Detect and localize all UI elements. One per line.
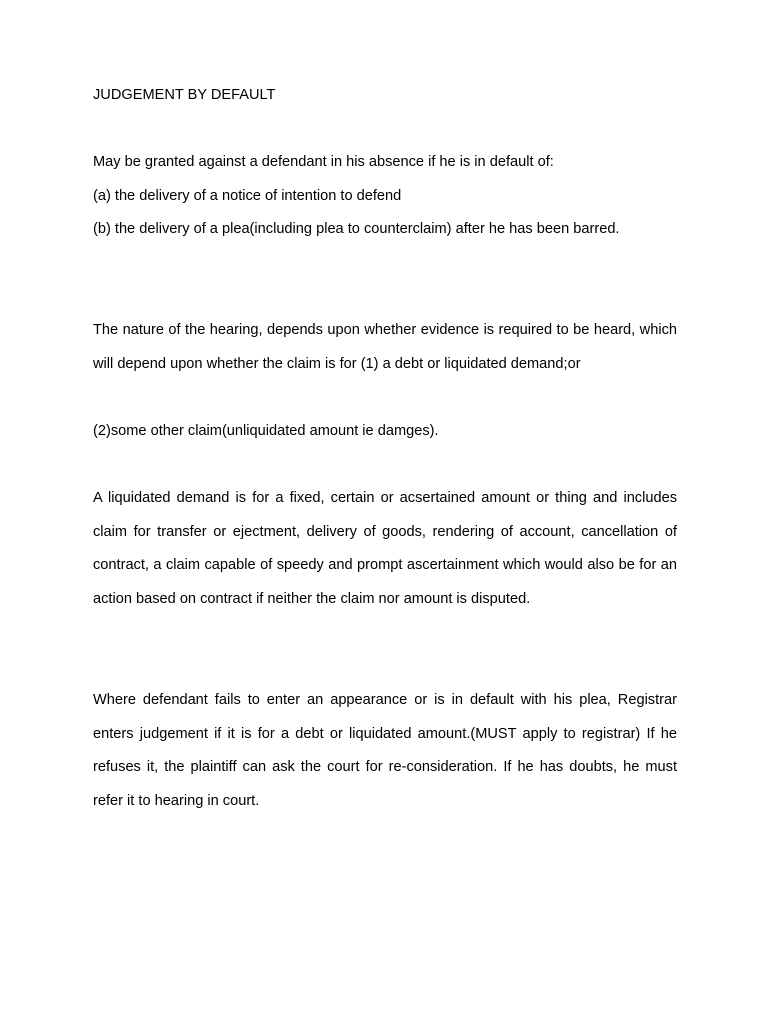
document-title: JUDGEMENT BY DEFAULT — [93, 87, 276, 103]
paragraph-liquidated-demand: A liquidated demand is for a fixed, certain or acsertained amount or thing and includes claim for transfer or ejectment, delivery of goods, rendering of account, cancellation of contract, a claim capable of speedy and prompt ascertainment which would also be for an action based on contract if neither the claim nor amount is disputed. — [93, 490, 677, 607]
list-item-b: (b) the delivery of a plea(including plea to counterclaim) after he has been barred. — [93, 221, 620, 237]
paragraph-hearing-nature: The nature of the hearing, depends upon whether evidence is required to be heard, which will depend upon whether the claim is for (1) a debt or liquidated demand;or — [93, 322, 677, 372]
list-item-a: (a) the delivery of a notice of intention to defend — [93, 188, 402, 204]
paragraph-other-claim: (2)some other claim(unliquidated amount ie damges). — [93, 423, 439, 439]
paragraph-registrar: Where defendant fails to enter an appearance or is in default with his plea, Registrar enters judgement if it is for a debt or liquidated amount.(MUST apply to registrar) If he refuses it, the plaintiff can ask the court for re-consideration. If he has doubts, he must refer it to hearing in court. — [93, 692, 677, 809]
intro-paragraph: May be granted against a defendant in his absence if he is in default of: — [93, 154, 554, 170]
